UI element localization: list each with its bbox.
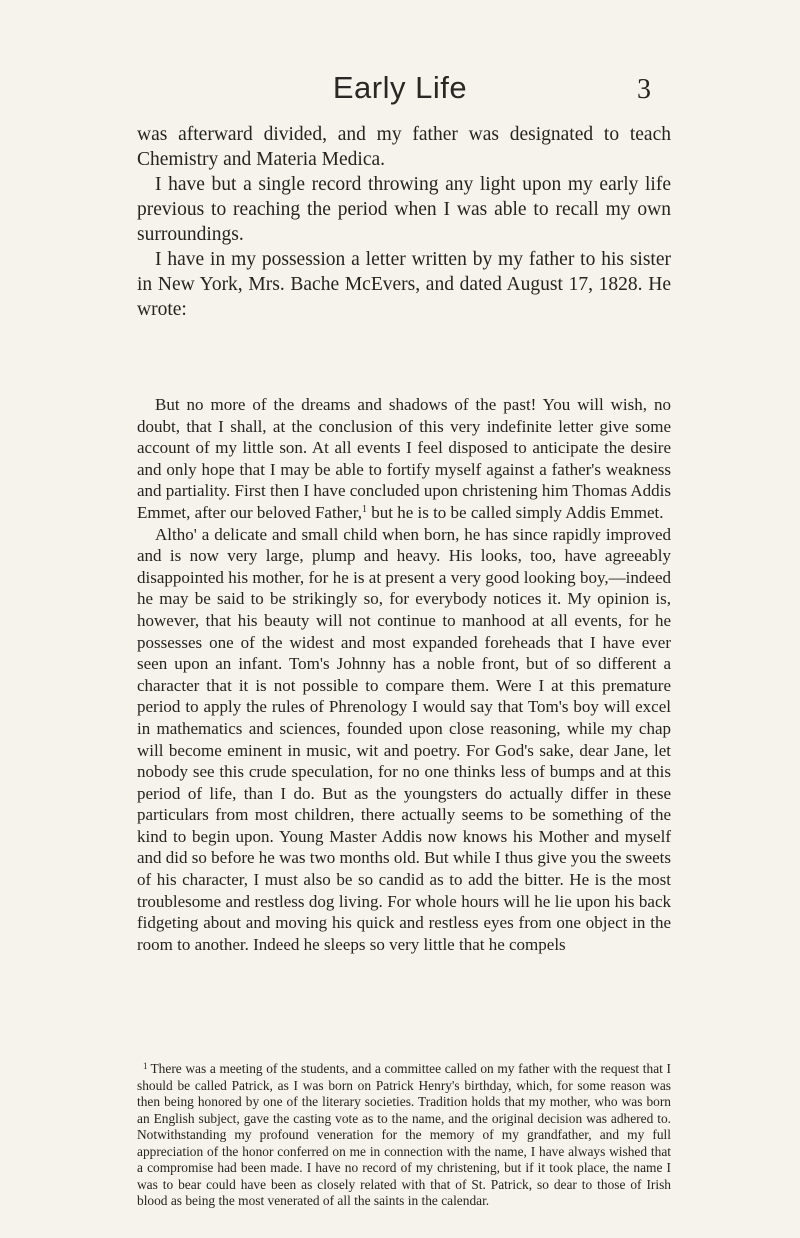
paragraph-letter-intro: I have in my possession a letter written by my father to his sister in New York, Mrs. Bache McEvers, and dated August 17, 1828. He wrote: [137,249,671,320]
body-text [137,122,671,322]
quoted-letter [137,394,671,955]
footnote-mark: 1 [143,1061,148,1071]
footnote-paragraph [137,1058,671,1210]
paragraph-record: I have but a single record throwing any light upon my early life previous to reaching the period when I was able to recall my own surroundings. [137,174,671,245]
footnote [137,1058,671,1210]
footnote-reference: 1 [361,503,367,515]
letter-paragraph-2: Altho' a delicate and small child when born, he has since rapidly improved and is now very large, plump and heavy. His looks, too, have agreeably disappointed his mother, for he is at present a very good looking boy,—indeed he may be said to be strikingly so, for everybody notices it. My opinion is, however, that his beauty will not continue to manhood at all events, for he possesses one of the widest and most expanded foreheads that I have ever seen upon an infant. Tom's Johnny has a noble front, but of so different a character that it is not possible to compare them. Were I at this premature period to apply the rules of Phrenology I would say that Tom's boy will excel in mathematics and sciences, founded upon close reasoning, while my chap will become eminent in music, wit and poetry. For God's sake, dear Jane, let nobody see this crude speculation, for no one thinks less of bumps and at this period of life, than I do. But as the youngsters do actually differ in these particulars from most children, there actually seems to be something of the kind to begin upon. Young Master Addis now knows his Mother and myself and did so before he was two months old. But while I thus give you the sweets of his character, I must also be so candid as to add the bitter. He is the most troublesome and restless dog living. For whole hours will he lie upon his back fidgeting about and moving his quick and restless eyes from one object in the room to another. Indeed he sleeps so very little that he compels [137,524,672,954]
letter-text: But no more of the dreams and shadows of the past! You will wish, no doubt, that I shall, at the conclusion of this very indefinite letter give some account of my little son. At all events I feel disposed to anticipate the desire and only hope that I may be able to fortify myself against a father's weakness and partiality. First then I have concluded upon christening him Thomas Addis Emmet, after our beloved Father, [137,395,671,522]
footnote-text: There was a meeting of the students, and a committee called on my father with the request that I should be called Patrick, as I was born on Patrick Henry's birthday, which, for some reason was then being honored by one of the literary societies. Tradition holds that my mother, who was born an English subject, gave the casting vote as to the name, and the original decision was adhered to. Notwithstanding my profound veneration for the memory of my grandfather, and my full appreciation of the honor conferred on me in connection with the name, I have always wished that a compromise had been made. I have no record of my christening, but if it took place, the name I was to bear could have been as closely related with that of St. Patrick, so dear to those of Irish blood as being the most venerated of all the saints in the calendar. [137,1061,671,1209]
page-header [0,68,800,108]
running-title: Early Life [332,70,468,105]
letter-paragraph-1 [137,394,671,524]
paragraph-continued: was afterward divided, and my father was designated to teach Chemistry and Materia Medica. [137,124,671,170]
letter-text: but he is to be called simply Addis Emmet. [366,502,664,522]
page-number: 3 [637,74,651,105]
